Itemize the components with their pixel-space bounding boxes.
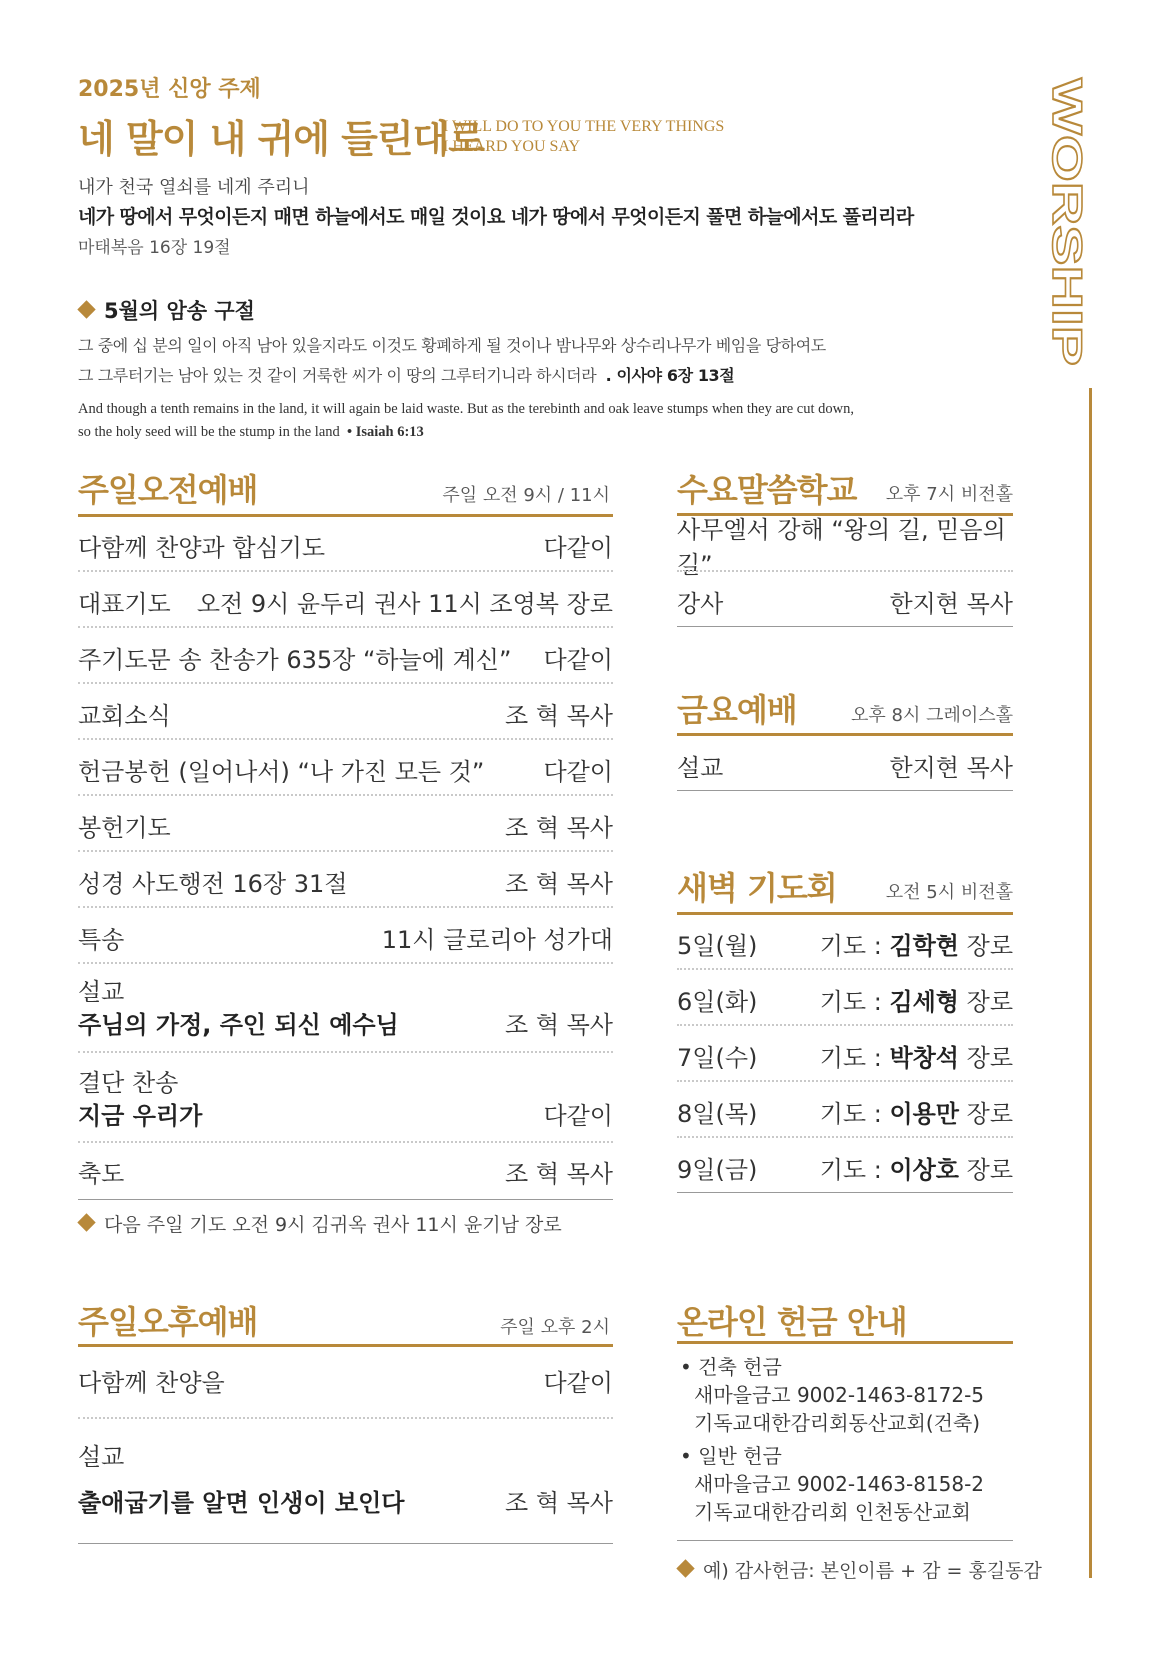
year-theme-label: 2025년 신앙 주제 [78,77,261,102]
row-divider [677,1080,1013,1082]
sunday-pm-sermon-row [78,1478,613,1522]
order-item: 대표기도 [78,589,171,618]
vertical-accent-line [1089,388,1092,1578]
dawn-leader [820,1094,1013,1129]
general-offering-holder: 기독교대한감리회 인천동산교회 [694,1500,971,1524]
info-label: 강사 [677,589,724,618]
memory-verse-heading [80,295,255,325]
wednesday-title: 수요말씀학교 [677,471,857,509]
order-leader: 조 혁 목사 [505,869,613,898]
dawn-leader-role: 장로 [959,1043,1013,1072]
dawn-prayer-title: 새벽 기도회 [677,869,837,907]
dawn-day: 9일(금) [677,1155,758,1184]
memory-english-line-1: And though a tenth remains in the land, it will again be laid waste. But as the terebinth and oak leave stumps when they are cut down, [78,401,854,417]
general-offering-label: • 일반 헌금 [680,1444,782,1468]
sermon-row [78,1000,613,1044]
row-divider [677,1136,1013,1138]
memory-heading-text: 5월의 암송 구절 [104,299,255,323]
dawn-leader-label: 기도 : [819,1099,890,1128]
building-offering-block [680,1353,984,1437]
row-divider [78,1417,613,1419]
order-leader: 조 혁 목사 [505,813,613,842]
row-divider [677,626,1013,627]
sermon-title: 주님의 가정, 주인 되신 예수님 [78,1010,399,1039]
section-bottom-rule [78,1199,613,1200]
hymn-title: 지금 우리가 [78,1101,203,1130]
worship-side-text: WORSHIP [1044,78,1091,279]
row-divider [78,1051,613,1053]
row-divider [78,850,613,852]
general-offering-account: 새마을금고 9002-1463-8158-2 [694,1472,985,1496]
memory-english-line-2-text: so the holy seed will be the stump in the land [78,424,340,440]
section-bottom-rule [78,1543,613,1544]
order-leader: 다같이 [543,645,613,674]
friday-title: 금요예배 [677,691,797,729]
order-item: 주기도문 송 찬송가 635장 “하늘에 계신” [78,645,512,674]
worship-side-label [1044,78,1091,368]
theme-en-line-2: I HEARD YOU SAY [443,138,581,155]
diamond-bullet-icon [676,1559,694,1577]
info-row [677,516,1013,579]
info-label: 사무엘서 강해 “왕의 길, 믿음의 길” [677,516,1006,579]
sunday-am-title: 주일오전예배 [78,471,258,509]
dawn-leader-label: 기도 : [819,1155,890,1184]
order-item: 특송 [78,925,125,954]
sunday-pm-title: 주일오후예배 [78,1303,258,1341]
dawn-leader-name: 이용만 [889,1099,959,1128]
order-row [78,573,613,629]
row-divider [677,570,1013,572]
dawn-day: 7일(수) [677,1043,758,1072]
order-item: 교회소식 [78,701,171,730]
memory-korean-line-1: 그 중에 십 분의 일이 아직 남아 있을지라도 이것도 황폐하게 될 것이나 밤나무와 상수리나무가 베임을 당하여도 [78,336,826,355]
wednesday-time: 오후 7시 비전홀 [885,484,1013,505]
order-leader: 오전 9시 윤두리 권사 11시 조영복 장로 [196,589,613,618]
info-row [677,737,1013,793]
diamond-bullet-icon [77,300,95,318]
friday-time: 오후 8시 그레이스홀 [851,705,1013,726]
theme-en-line-1: I WILL DO TO YOU THE VERY THINGS [443,118,725,135]
order-row [78,909,613,965]
order-row [78,629,613,685]
dawn-leader-role: 장로 [959,931,1013,960]
order-row [78,741,613,797]
row-divider [78,570,613,572]
theme-title: 네 말이 내 귀에 들린대로 [78,117,484,161]
offering-example-text: 예) 감사헌금: 본인이름 + 감 = 홍길동감 [703,1560,1042,1582]
dawn-leader-role: 장로 [959,1099,1013,1128]
dawn-prayer-row [677,915,1013,971]
row-divider [677,1192,1013,1193]
offering-example-note [679,1556,1042,1583]
hymn-by: 다같이 [543,1101,613,1130]
order-leader: 다같이 [543,533,613,562]
dawn-leader [820,1038,1013,1073]
order-item: 다함께 찬양과 합심기도 [78,533,326,562]
info-row [677,573,1013,629]
online-offering-rule [677,1341,1013,1344]
order-leader: 11시 글로리아 성가대 [381,925,613,954]
order-item: 성경 사도행전 16장 31절 [78,869,348,898]
hymn-row [78,1091,613,1135]
sunday-pm-time: 주일 오후 2시 [500,1317,610,1338]
sunday-pm-sermon-label: 설교 [78,1443,125,1471]
dawn-leader [820,1150,1013,1185]
sunday-pm-praise-label: 다함께 찬양을 [78,1368,225,1397]
sermon-label: 설교 [78,978,125,1006]
next-week-note [80,1210,562,1237]
dawn-leader [820,926,1013,961]
dawn-leader-role: 장로 [959,987,1013,1016]
sermon-preacher: 조 혁 목사 [505,1010,613,1039]
order-item: 헌금봉헌 (일어나서) “나 가진 모든 것” [78,757,485,786]
memory-english-reference: • Isaiah 6:13 [347,424,424,440]
dawn-day: 6일(화) [677,987,758,1016]
order-item: 봉헌기도 [78,813,171,842]
friday-rule [677,733,1013,736]
sunday-pm-sermon-by: 조 혁 목사 [505,1488,613,1517]
building-offering-label: • 건축 헌금 [680,1355,782,1379]
dawn-leader-label: 기도 : [819,1043,890,1072]
sunday-pm-sermon-title: 출애굽기를 알면 인생이 보인다 [78,1488,405,1517]
dawn-leader [820,982,1013,1017]
row-divider [78,738,613,740]
building-offering-holder: 기독교대한감리회동산교회(건축) [694,1411,981,1435]
dawn-leader-name: 김세형 [889,987,959,1016]
diamond-bullet-icon [77,1213,95,1231]
dawn-leader-name: 이상호 [889,1155,959,1184]
building-offering-account: 새마을금고 9002-1463-8172-5 [694,1383,985,1407]
dawn-prayer-row [677,1027,1013,1083]
info-value: 한지현 목사 [889,589,1013,618]
sunday-pm-rule [78,1344,613,1347]
info-value: 한지현 목사 [889,753,1013,782]
memory-korean-line-2 [78,363,734,386]
sunday-am-time: 주일 오전 9시 / 11시 [442,485,610,506]
dawn-day: 8일(목) [677,1099,758,1128]
dawn-prayer-row [677,1139,1013,1195]
benediction-by: 조 혁 목사 [505,1159,613,1188]
dawn-leader-name: 김학현 [889,931,959,960]
dawn-leader-label: 기도 : [819,987,890,1016]
general-offering-block [680,1442,984,1526]
info-label: 설교 [677,753,724,782]
row-divider [78,794,613,796]
benediction-label: 축도 [78,1159,125,1188]
order-leader: 다같이 [543,757,613,786]
order-row [78,797,613,853]
row-divider [677,968,1013,970]
memory-korean-line-2-text: 그 그루터기는 남아 있는 것 같이 거룩한 씨가 이 땅의 그루터기니라 하시더라 [78,366,597,385]
order-leader: 조 혁 목사 [505,701,613,730]
dawn-prayer-row [677,1083,1013,1139]
dawn-leader-role: 장로 [959,1155,1013,1184]
next-week-note-text: 다음 주일 기도 오전 9시 김귀옥 권사 11시 윤기남 장로 [104,1214,562,1236]
memory-english-line-2 [78,424,424,441]
online-offering-title: 온라인 헌금 안내 [677,1303,907,1341]
theme-title-english [443,117,724,157]
row-divider [677,1024,1013,1026]
dawn-leader-label: 기도 : [819,931,890,960]
row-divider [78,962,613,964]
hymn-label: 결단 찬송 [78,1069,179,1097]
sunday-pm-praise-row [78,1352,613,1408]
dawn-prayer-row [677,971,1013,1027]
order-row [78,685,613,741]
theme-verse-reference: 마태복음 16장 19절 [78,238,231,258]
dawn-leader-name: 박창석 [889,1043,959,1072]
row-divider [78,906,613,908]
row-divider [78,682,613,684]
dawn-prayer-time: 오전 5시 비전홀 [885,882,1013,903]
dawn-day: 5일(월) [677,931,758,960]
theme-verse-line-1: 내가 천국 열쇠를 네게 주리니 [78,177,310,198]
order-row [78,517,613,573]
sunday-pm-praise-by: 다같이 [543,1368,613,1397]
section-bottom-rule [677,1540,1013,1541]
row-divider [677,790,1013,791]
memory-korean-reference: . 이사야 6장 13절 [605,366,735,385]
row-divider [78,626,613,628]
benediction-row [78,1143,613,1199]
order-row [78,853,613,909]
theme-verse-line-2: 네가 땅에서 무엇이든지 매면 하늘에서도 매일 것이요 네가 땅에서 무엇이든지 풀면 하늘에서도 풀리리라 [78,206,914,228]
